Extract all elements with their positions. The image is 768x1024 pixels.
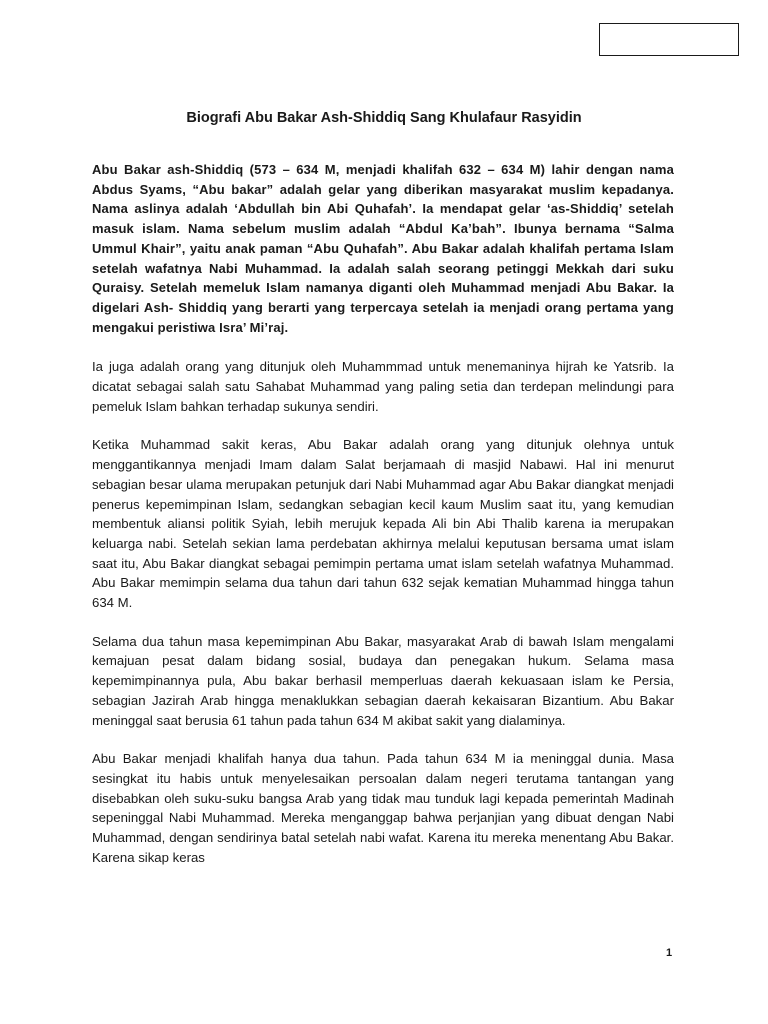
document-body <box>92 160 674 887</box>
paragraph-hijrah: Ia juga adalah orang yang ditunjuk oleh Muhammmad untuk menemaninya hijrah ke Yatsrib. Ia dicatat sebagai salah satu Sahabat Muhammad yang paling setia dan terdepan melindungi para pemeluk Islam bahkan terhadap sukunya sendiri. <box>92 359 674 414</box>
document-title: Biografi Abu Bakar Ash-Shiddiq Sang Khulafaur Rasyidin <box>186 110 582 126</box>
paragraph-leadership: Selama dua tahun masa kepemimpinan Abu Bakar, masyarakat Arab di bawah Islam mengalami kemajuan pesat dalam bidang sosial, budaya dan penegakan hukum. Selama masa kepemimpinannya pula, Abu bakar berhasil memperluas daerah kekuasaan islam ke Persia, sebagian Jazirah Arab hingga menaklukkan sebagian daerah kekaisaran Bizantium. Abu Bakar meninggal saat berusia 61 tahun pada tahun 634 M akibat sakit yang dialaminya. <box>92 633 674 728</box>
page-number: 1 <box>666 947 673 959</box>
paragraph-caliphate: Abu Bakar menjadi khalifah hanya dua tahun. Pada tahun 634 M ia meninggal dunia. Masa sesingkat itu habis untuk menyelesaikan persoalan dalam negeri terutama tantangan yang disebabkan oleh suku-suku bangsa Arab yang tidak mau tunduk lagi kepada pemerintah Madinah sepeninggal Nabi Muhammad. Mereka menganggap bahwa perjanjian yang dibuat dengan Nabi Muhammad, dengan sendirinya batal setelah nabi wafat. Karena itu mereka menentang Abu Bakar. Karena sikap keras <box>92 751 674 865</box>
paragraph-succession: Ketika Muhammad sakit keras, Abu Bakar adalah orang yang ditunjuk olehnya untuk menggantikannya menjadi Imam dalam Salat berjamaah di masjid Nabawi. Hal ini menurut sebagian besar ulama merupakan petunjuk dari Nabi Muhammad agar Abu Bakar diangkat menjadi penerus kepemimpinan Islam, sedangkan sebagian kecil kaum Muslim saat itu, yang kemudian membentuk aliansi politik Syiah, lebih merujuk kepada Ali bin Abi Thalib karena ia merupakan keluarga nabi. Setelah sekian lama perdebatan akhirnya melalui keputusan bersama umat islam saat itu, Abu Bakar diangkat sebagai pemimpin pertama umat islam setelah wafatnya Muhammad. Abu Bakar memimpin selama dua tahun dari tahun 632 sejak kematian Muhammad hingga tahun 634 M. <box>92 437 674 611</box>
paragraph-intro: Abu Bakar ash-Shiddiq (573 – 634 M, menjadi khalifah 632 – 634 M) lahir dengan nama Abdus Syams, “Abu bakar” adalah gelar yang diberikan masyarakat muslim kepadanya. Nama aslinya adalah ‘Abdullah bin Abi Quhafah’. Ia mendapat gelar ‘as-Shiddiq’ setelah masuk islam. Nama sebelum muslim adalah “Abdul Ka’bah”. Ibunya bernama “Salma Ummul Khair”, yaitu anak paman “Abu Quhafah”. Abu Bakar adalah khalifah pertama Islam setelah wafatnya Nabi Muhammad. Ia adalah salah seorang petinggi Mekkah dari suku Quraisy. Setelah memeluk Islam namanya diganti oleh Muhammad menjadi Abu Bakar. Ia digelari Ash- Shiddiq yang berarti yang terpercaya setelah ia menjadi orang pertama yang mengakui peristiwa Isra’ Mi’raj. <box>92 162 674 335</box>
header-empty-box <box>599 23 739 56</box>
